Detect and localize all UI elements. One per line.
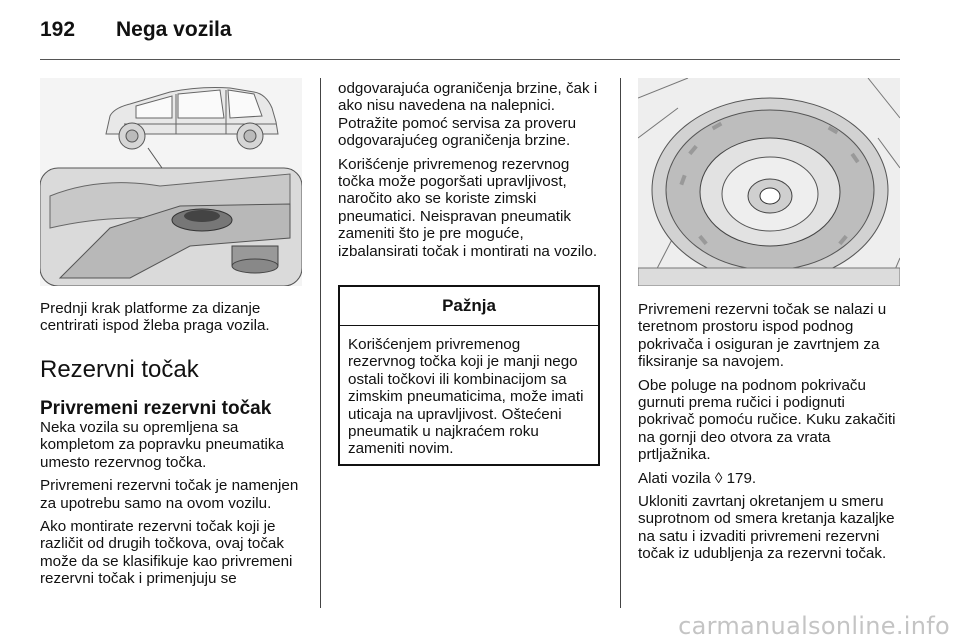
paragraph: Korišćenje privremenog rezervnog točka može pogoršati upravljivost, naročito ako se koriste zimski pneumatici. Neispravan pneumatik zameniti što je pre moguće, izbalansirati točak i montirati na vozilo. (338, 155, 598, 260)
section-title: Rezervni točak (40, 356, 199, 383)
cross-reference-label: Alati vozila (638, 469, 711, 487)
subsection-title: Privremeni rezervni točak (40, 398, 272, 419)
page-number: 192 (40, 18, 76, 41)
notice-text: Korišćenjem privremenog rezervnog točka koji je manji nego ostali točkovi ili kombinacijom sa zimskim pneumaticima, može imati uticaja na upravljivost. Oštećeni pneumatik u najkraćem roku zameniti novim. (348, 336, 584, 458)
figure-lift-point (40, 78, 302, 286)
notice-box (338, 285, 600, 466)
middle-column-body (338, 80, 604, 266)
paragraph: Privremeni rezervni točak se nalazi u teretnom prostoru ispod podnog pokrivača i osiguran je zavrtnjem za fiksiranje sa navojem. (638, 301, 887, 371)
figure-caption-text: Prednji krak platforme za dizanje centrirati ispod žleba praga vozila. (40, 300, 270, 335)
column-divider-left (320, 78, 321, 608)
notice-title: Pažnja (340, 287, 598, 326)
paragraph: Obe poluge na podnom pokrivaču gurnuti prema ručici i podignuti pokrivač pomoću ručice. Kuku zakačiti na gornji deo otvora za vrata prtljažnika. (638, 376, 896, 464)
lift-point-illustration (40, 78, 302, 286)
watermark: carmanualsonline.info (678, 612, 950, 640)
page-title: Nega vozila (116, 18, 232, 41)
paragraph: Ukloniti zavrtanj okretanjem u smeru suprotnom od smera kretanja kazaljke na satu i izvaditi privremeni rezervni točak iz udubljenja za rezervni točak. (638, 493, 895, 563)
paragraph: Privremeni rezervni točak je namenjen za upotrebu samo na ovom vozilu. (40, 477, 299, 512)
paragraph: Ako montirate rezervni točak koji je različit od drugih točkova, ovaj točak može da se klasifikuje kao privremeni rezervni točak i primenjuju se (40, 518, 293, 588)
column-divider-right (620, 78, 621, 608)
paragraph: odgovarajuća ograničenja brzine, čak i ako nisu navedena na nalepnici. Potražite pomoć servisa za proveru odgovarajućeg ograničenja brzine. (338, 80, 598, 150)
figure-caption (40, 300, 306, 341)
header-divider (40, 59, 900, 60)
cross-reference-arrow-icon: ◊ (714, 469, 723, 487)
right-column-body (638, 301, 904, 569)
paragraph: Neka vozila su opremljena sa kompletom za popravku pneumatika umesto rezervnog točka. (40, 419, 284, 471)
cross-reference (638, 470, 904, 487)
spare-wheel-illustration (638, 78, 900, 286)
figure-spare-wheel (638, 78, 900, 286)
cross-reference-page[interactable]: 179. (726, 469, 757, 487)
left-column-body (40, 398, 306, 594)
